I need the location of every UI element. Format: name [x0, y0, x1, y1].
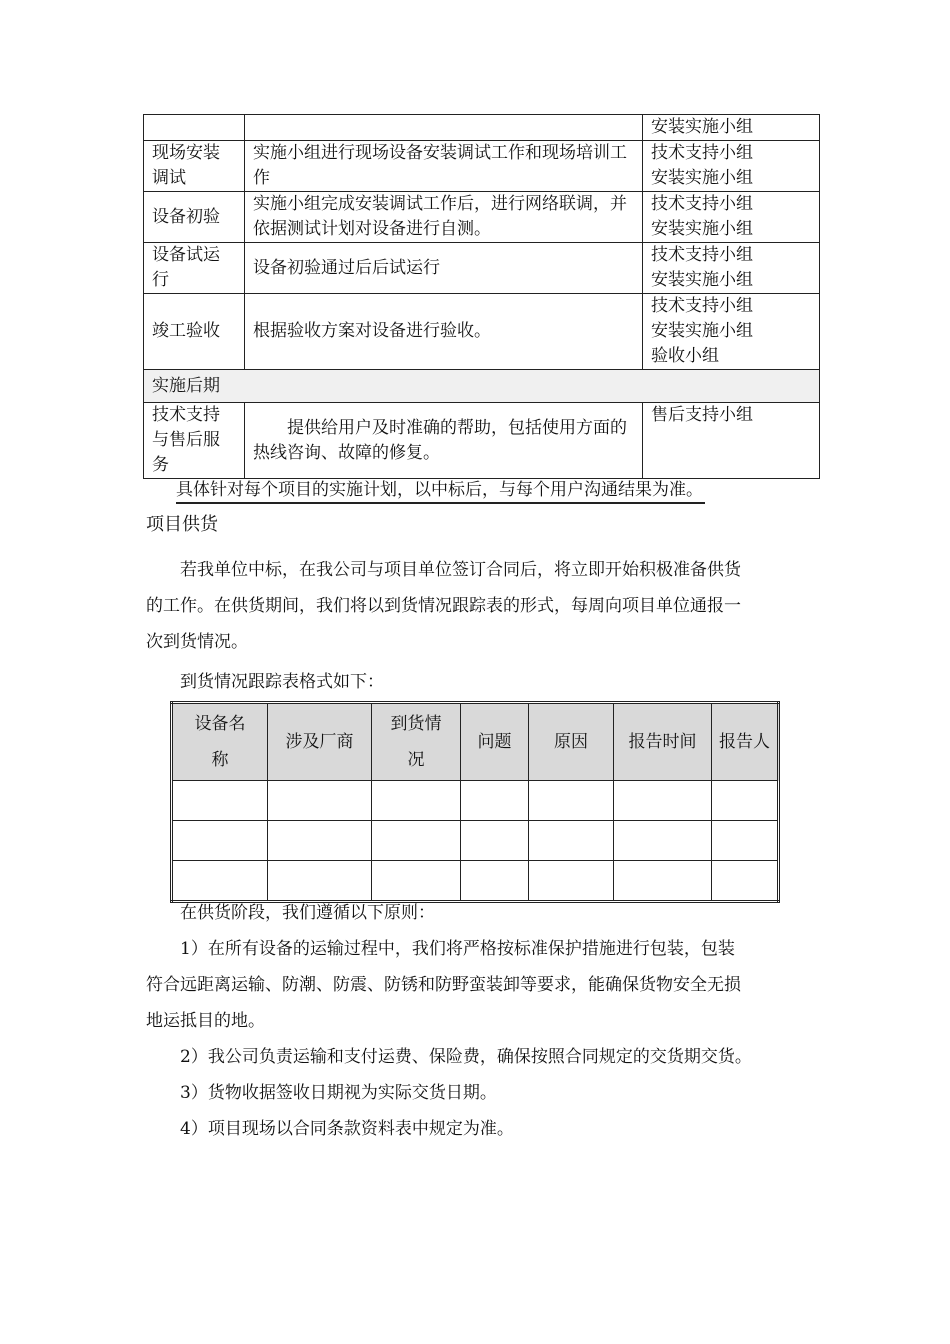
delivery-tracking-table: [170, 701, 780, 903]
desc-cell: 根据验收方案对设备进行验收。: [245, 294, 643, 370]
stage-cell: 技术支持 与售后服 务: [144, 403, 245, 479]
stage-cell: 现场安装 调试: [144, 141, 245, 192]
stage-cell: 竣工验收: [144, 294, 245, 370]
desc-cell: 实施小组完成安装调试工作后，进行网络联调，并依据测试计划对设备进行自测。: [245, 192, 643, 243]
table-row: [144, 403, 820, 479]
table-row: [172, 821, 779, 861]
team-cell: 技术支持小组 安装实施小组: [643, 243, 820, 294]
team-cell: 技术支持小组 安装实施小组: [643, 141, 820, 192]
team-cell: 技术支持小组 安装实施小组: [643, 192, 820, 243]
column-header: 报告时间: [614, 703, 712, 781]
column-header: 到货情 况: [372, 703, 461, 781]
table-row: [144, 115, 820, 141]
phase-label: 实施后期: [144, 370, 820, 403]
stage-cell: 设备初验: [144, 192, 245, 243]
table-row: [144, 294, 820, 370]
desc-cell: 提供给用户及时准确的帮助，包括使用方面的热线咨询、故障的修复。: [245, 403, 643, 479]
desc-cell: 实施小组进行现场设备安装调试工作和现场培训工作: [245, 141, 643, 192]
desc-cell: 设备初验通过后后试运行: [245, 243, 643, 294]
table-row: [144, 192, 820, 243]
column-header: 问题: [461, 703, 529, 781]
table-row: [172, 781, 779, 821]
table-row: [144, 243, 820, 294]
column-header: 原因: [529, 703, 614, 781]
team-cell: 技术支持小组 安装实施小组 验收小组: [643, 294, 820, 370]
paragraph-supply: 若我单位中标，在我公司与项目单位签订合同后，将立即开始积极准备供货 的工作。在供货期间，我们将以到货情况跟踪表的形式，每周向项目单位通报一 次到货情况。: [146, 560, 741, 652]
team-cell: 安装实施小组: [643, 115, 820, 141]
team-cell: 售后支持小组: [643, 403, 820, 479]
phase-row: [144, 370, 820, 403]
column-header: 报告人: [712, 703, 779, 781]
table-row: [144, 141, 820, 192]
column-header: 设备名 称: [172, 703, 268, 781]
column-header: 涉及厂商: [268, 703, 372, 781]
paragraph-principles: 在供货阶段，我们遵循以下原则： 1）在所有设备的运输过程中，我们将严格按标准保护措施进行包装，包装 符合远距离运输、防潮、防震、防锈和防野蛮装卸等要求，能确保货物安全无损 地运抵目的地。 2）我公司负责运输和支付运费、保险费，确保按照合同规定的交货期交货。 3）货物收据签收日期视为实际交货日期。 4）项目现场以合同条款资料表中规定为准。: [146, 903, 752, 1139]
section-heading: 项目供货: [146, 514, 218, 535]
stage-cell: 设备试运 行: [144, 243, 245, 294]
implementation-plan-table: [143, 114, 820, 479]
plan-note: 具体针对每个项目的实施计划，以中标后，与每个用户沟通结果为准。: [176, 478, 705, 504]
paragraph-table-intro: 到货情况跟踪表格式如下：: [180, 672, 384, 692]
table-header-row: [172, 703, 779, 781]
